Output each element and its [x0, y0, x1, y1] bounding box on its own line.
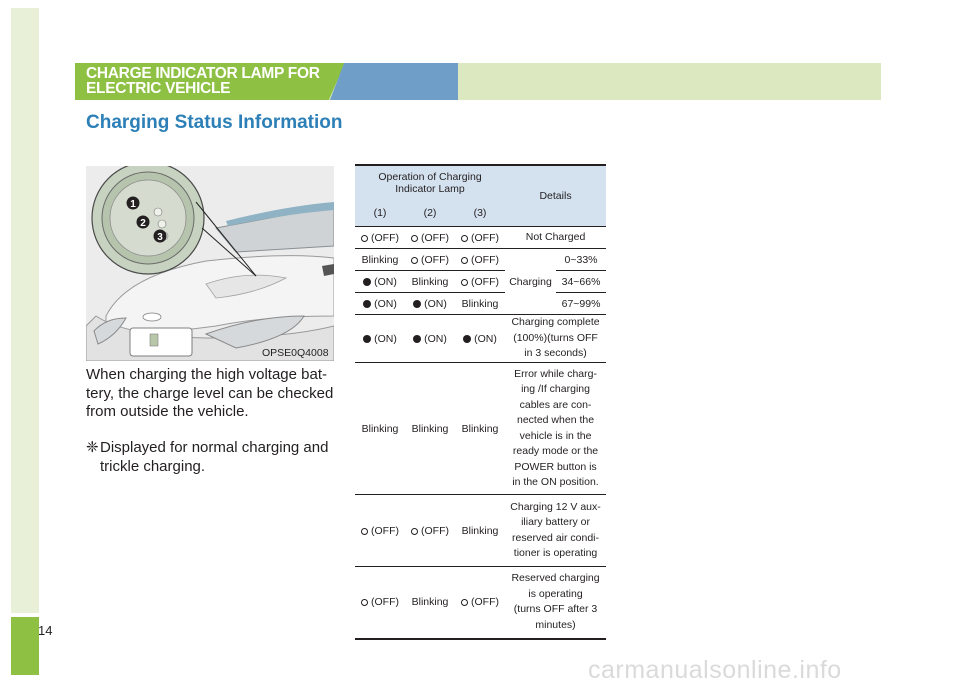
details-line: Charging 12 V aux- [510, 500, 601, 513]
details-line: minutes) [535, 618, 576, 631]
watermark: carmanualsonline.info [588, 656, 842, 684]
lamp-state-text: (OFF) [421, 524, 449, 537]
lamp-state-blink: Blinking [455, 293, 505, 315]
lamp-on-icon [463, 335, 471, 343]
lamp-off-icon [461, 599, 468, 606]
details-line: cables are con- [519, 398, 592, 411]
details-line: reserved air condi- [512, 531, 599, 544]
lamp-state-off [405, 227, 455, 249]
lamp-state-off [455, 227, 505, 249]
lamp-state-off [355, 495, 405, 567]
note [86, 439, 338, 476]
page-heading: Charging Status Information [86, 112, 343, 133]
section-title-line2: ELECTRIC VEHICLE [86, 80, 231, 97]
lamp-off-icon [461, 257, 468, 264]
details-line: is operating [528, 587, 583, 600]
details-line: nected when the [516, 414, 595, 426]
lamp-on-icon [363, 335, 371, 343]
lamp-on-icon [413, 335, 421, 343]
lamp-off-icon [461, 279, 468, 286]
lamp-state-off [405, 495, 455, 567]
lamp-off-icon [411, 528, 418, 535]
lamp-state-on [405, 315, 455, 363]
section-bar-blue [330, 63, 458, 100]
lamp-state-text: (ON) [424, 297, 447, 310]
lamp-off-icon [361, 235, 368, 242]
lamp-state-text: (OFF) [471, 596, 499, 609]
header-operation: Operation of Charging Indicator Lamp [355, 165, 505, 200]
section-title-line1: CHARGE INDICATOR LAMP FOR [86, 65, 320, 82]
lamp-state-on [355, 315, 405, 363]
page-number: 14 [38, 623, 53, 638]
charge-level: 0~33% [556, 249, 606, 271]
lamp-state-text: (ON) [374, 275, 397, 288]
lamp-state-on [405, 293, 455, 315]
details-line: in 3 seconds) [524, 347, 587, 360]
lamp-state-off [405, 249, 455, 271]
figure-code: OPSE0Q4008 [262, 347, 329, 359]
table-row [355, 227, 606, 249]
lamp-state-off [455, 249, 505, 271]
table-row [355, 495, 606, 567]
charge-level: 34~66% [556, 271, 606, 293]
lamp-state-text: (OFF) [421, 253, 449, 266]
lamp-state-text: (OFF) [371, 596, 399, 609]
svg-text:1: 1 [130, 199, 136, 210]
lamp-state-on [355, 271, 405, 293]
page-tab [11, 617, 39, 675]
note-text-line2: trickle charging. [100, 457, 206, 475]
side-strip [11, 8, 39, 613]
lamp-state-blink: Blinking [405, 363, 455, 495]
lamp-off-icon [361, 599, 368, 606]
lamp-off-icon [411, 235, 418, 242]
lamp-state-text: (OFF) [371, 231, 399, 244]
lamp-state-text: (OFF) [471, 253, 499, 266]
lamp-state-on [455, 315, 505, 363]
table-row [355, 567, 606, 639]
lamp-state-blink: Blinking [455, 363, 505, 495]
lamp-state-text: (OFF) [421, 231, 449, 244]
status-details [505, 495, 606, 567]
lamp-state-text: (ON) [374, 332, 397, 345]
lamp-state-blink: Blinking [455, 495, 505, 567]
lamp-state-blink: Blinking [355, 363, 405, 495]
table-row [355, 249, 606, 271]
lamp-on-icon [363, 278, 371, 286]
lamp-state-on [355, 293, 405, 315]
details-line: (100%)(turns OFF [513, 331, 598, 344]
table-row [355, 363, 606, 495]
lamp-on-icon [413, 300, 421, 308]
lamp-off-icon [461, 235, 468, 242]
lamp-state-blink: Blinking [355, 249, 405, 271]
details-line: (turns OFF after 3 [513, 603, 598, 616]
charge-level: 67~99% [556, 293, 606, 315]
lamp-off-icon [361, 528, 368, 535]
lamp-state-off [355, 227, 405, 249]
note-symbol: ❈ [86, 439, 99, 456]
section-title [86, 66, 346, 96]
svg-text:2: 2 [140, 218, 146, 229]
details-line: in the ON position. [512, 476, 599, 488]
details-line: tioner is operating [513, 547, 598, 559]
status-details [505, 363, 606, 495]
details-line: Reserved charging [511, 572, 600, 585]
header-lamp-1: (1) [355, 200, 405, 227]
header-details: Details [505, 165, 606, 227]
lamp-state-text: (OFF) [471, 275, 499, 288]
charging-status-table [355, 164, 606, 640]
lamp-state-blink: Blinking [405, 567, 455, 639]
table-row [355, 271, 606, 293]
lamp-off-icon [411, 257, 418, 264]
table-row [355, 293, 606, 315]
lamp-state-text: (OFF) [371, 524, 399, 537]
lamp-state-text: (ON) [374, 297, 397, 310]
status-details [505, 567, 606, 639]
lamp-state-off [355, 567, 405, 639]
details-line: iliary battery or [521, 516, 590, 528]
body-paragraph: When charging the high voltage bat-tery, the charge level can be checked from outside the vehicle. [86, 366, 334, 420]
table-row [355, 315, 606, 363]
details-line: ing /If charging [521, 383, 590, 395]
lamp-state-off [455, 271, 505, 293]
charging-label: Charging [505, 249, 556, 315]
vehicle-drawing [86, 166, 334, 361]
lamp-state-text: (ON) [424, 332, 447, 345]
note-text-line1: Displayed for normal charging and [100, 439, 329, 456]
details-line: vehicle is in the [519, 429, 592, 442]
vehicle-illustration [86, 166, 334, 361]
lamp-state-text: (ON) [474, 332, 497, 345]
status-details [505, 315, 606, 363]
lamp-state-text: (OFF) [471, 231, 499, 244]
details-line: Charging complete [511, 316, 600, 329]
lamp-state-off [455, 567, 505, 639]
details-line: POWER button is [514, 460, 597, 473]
status-details: Not Charged [505, 227, 606, 249]
header-lamp-3: (3) [455, 200, 505, 227]
details-line: Error while charg- [514, 367, 597, 380]
svg-text:3: 3 [157, 232, 163, 243]
lamp-on-icon [363, 300, 371, 308]
lamp-state-blink: Blinking [405, 271, 455, 293]
details-line: ready mode or the [512, 445, 599, 457]
header-lamp-2: (2) [405, 200, 455, 227]
